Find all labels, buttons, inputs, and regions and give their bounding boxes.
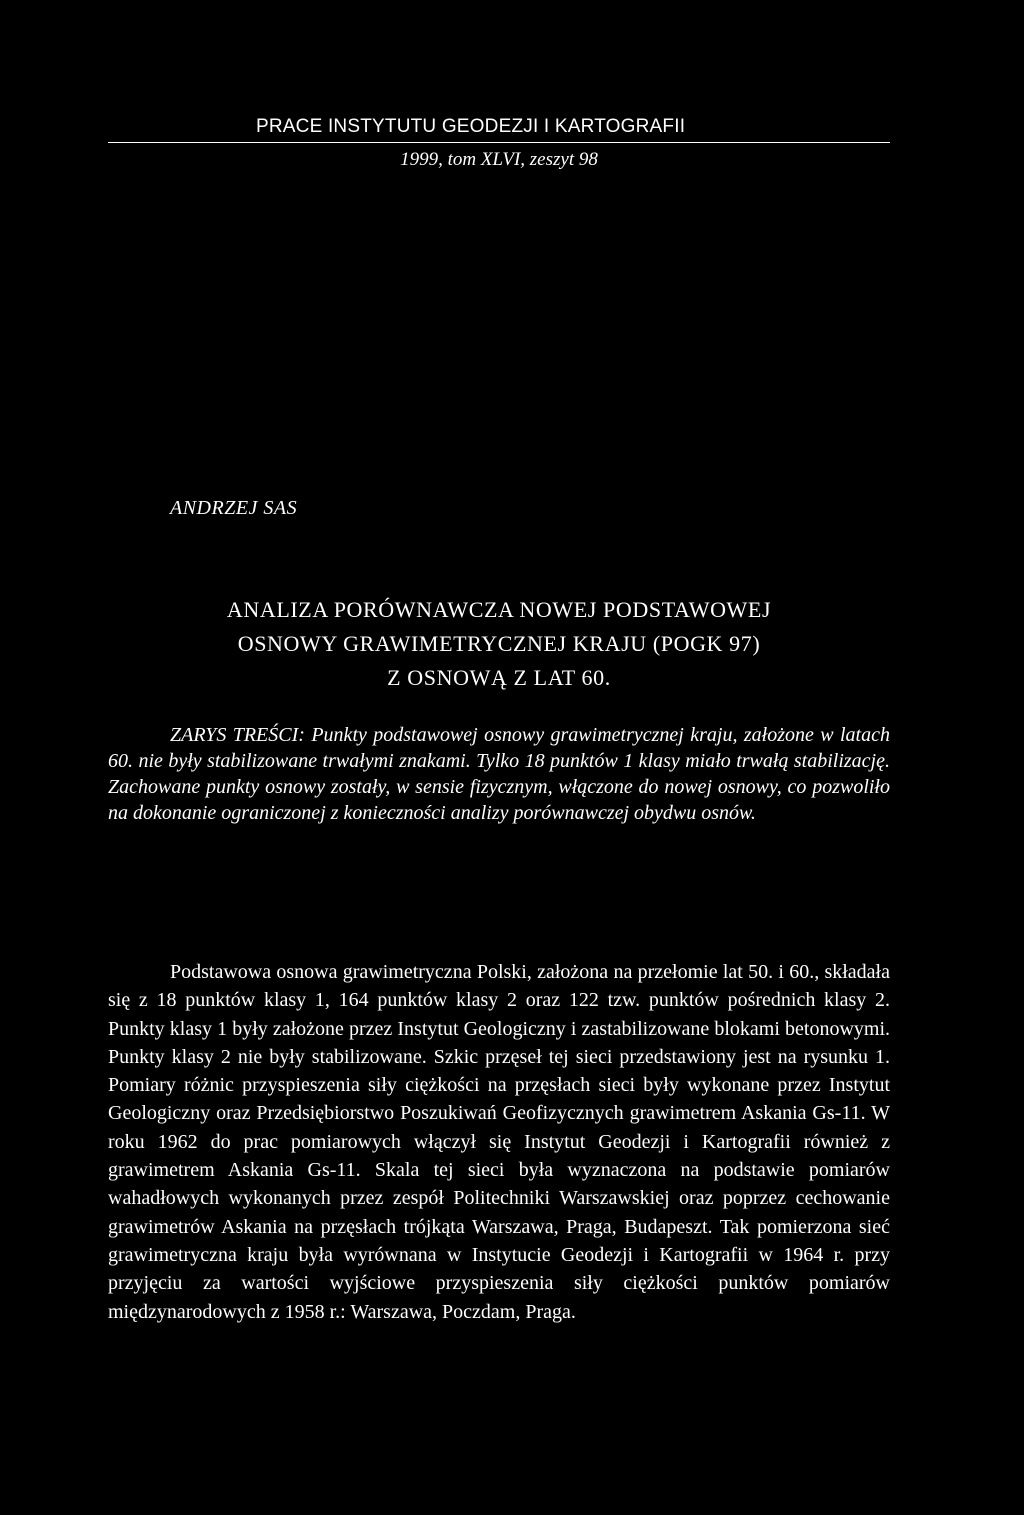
- abstract: [108, 722, 890, 826]
- author-name: ANDRZEJ SAS: [170, 497, 298, 519]
- page-header: [108, 115, 890, 173]
- abstract-lead: ZARYS TREŚCI:: [170, 724, 305, 746]
- title-line-2: OSNOWY GRAWIMETRYCZNEJ KRAJU (POGK 97): [237, 631, 761, 656]
- journal-volume: 1999, tom XLVI, zeszyt 98: [400, 149, 598, 170]
- article-title: [108, 593, 890, 695]
- body-paragraph: Podstawowa osnowa grawimetryczna Polski, założona na przełomie lat 50. i 60., składała się z 18 punktów klasy 1, 164 punktów klasy 2 oraz 122 tzw. punktów pośrednich klasy 2. Punkty klasy 1 były założone przez Instytut Geologiczny i zastabilizowane blokami betonowymi. Punkty klasy 2 nie były stabilizowane. Szkic przęseł tej sieci przedstawiony jest na rysunku 1. Pomiary różnic przyspieszenia siły ciężkości na przęsłach sieci były wykonane przez Instytut Geologiczny oraz Przedsiębiorstwo Poszukiwań Geofizycznych grawimetrem Askania Gs-11. W roku 1962 do prac pomiarowych włączył się Instytut Geodezji i Kartografii również z grawimetrem Askania Gs-11. Skala tej sieci była wyznaczona na podstawie pomiarów wahadłowych wykonanych przez zespół Politechniki Warszawskiej oraz poprzez cechowanie grawimetrów Askania na przęsłach trójkąta Warszawa, Praga, Budapeszt. Tak pomierzona sieć grawimetryczna kraju była wyrównana w Instytucie Geodezji i Kartografii w 1964 r. przy przyjęciu za wartości wyjściowe przyspieszenia siły ciężkości punktów pomiarów międzynarodowych z 1958 r.: Warszawa, Poczdam, Praga.: [108, 961, 890, 1323]
- journal-name: PRACE INSTYTUTU GEODEZJI I KARTOGRAFII: [108, 115, 890, 143]
- title-line-1: ANALIZA PORÓWNAWCZA NOWEJ PODSTAWOWEJ: [226, 597, 772, 622]
- abstract-text: Punkty podstawowej osnowy grawimetrycznej kraju, założone w latach 60. nie były stabilizowane trwałymi znakami. Tylko 18 punktów 1 klasy miało trwałą stabilizację. Zachowane punkty osnowy zostały, w sensie fizycznym, włączone do nowej osnowy, co pozwoliło na dokonanie ograniczonej z konieczności analizy porównawczej obydwu osnów.: [108, 724, 890, 824]
- title-line-3: Z OSNOWĄ Z LAT 60.: [387, 665, 611, 690]
